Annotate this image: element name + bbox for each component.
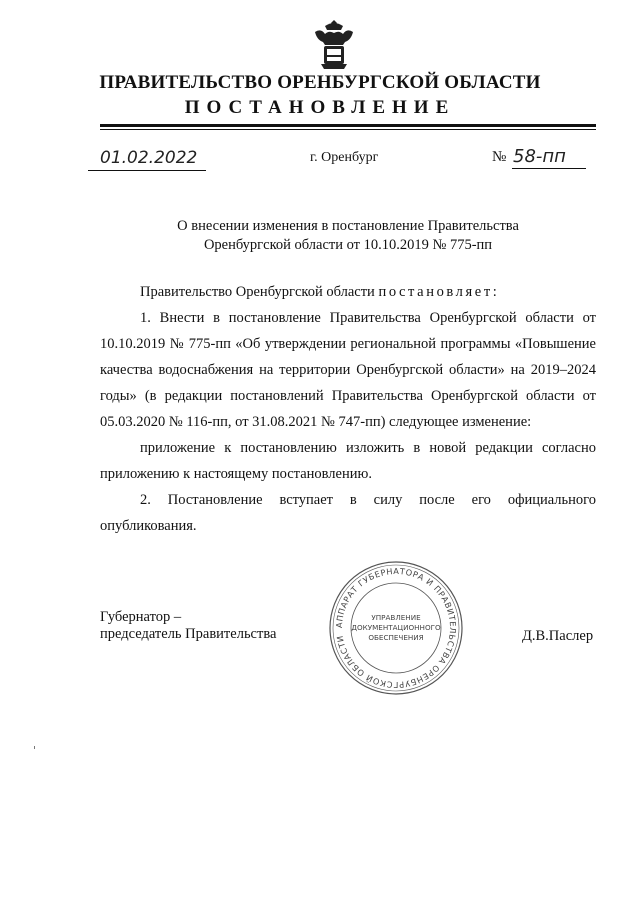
stamp-ring-text: АППАРАТ ГУБЕРНАТОРА И ПРАВИТЕЛЬСТВА ОРЕНБУРГСКОЙ ОБЛАСТИ xyxy=(333,565,459,691)
official-stamp xyxy=(326,558,466,698)
number-label: № xyxy=(492,149,507,165)
document-type: ПОСТАНОВЛЕНИЕ xyxy=(184,97,456,118)
subject-line-2: Оренбургской области от 10.10.2019 № 775-пп xyxy=(203,237,493,253)
stamp-line-2: ДОКУМЕНТАЦИОННОГО xyxy=(351,623,441,632)
preamble-verb: постановляет: xyxy=(378,284,500,300)
number-underline xyxy=(512,168,586,169)
signatory-title-line-2: председатель Правительства xyxy=(100,626,277,642)
signatory-name: Д.В.Паслер xyxy=(522,628,594,644)
subject-line-1: О внесении изменения в постановление Правительства xyxy=(177,218,519,234)
signatory-title xyxy=(100,609,276,643)
document-body xyxy=(100,279,596,539)
paragraph-2: 2. Постановление вступает в силу после его официального опубликования. xyxy=(100,492,596,534)
document-city: г. Оренбург xyxy=(310,150,379,165)
document-date: 01.02.2022 xyxy=(100,148,198,168)
stamp-line-1: УПРАВЛЕНИЕ xyxy=(371,613,421,622)
document-number: 58-пп xyxy=(513,146,566,167)
paragraph-1-continuation: приложение к постановлению изложить в новой редакции согласно приложению к настоящему постановлению. xyxy=(100,440,596,482)
signatory-title-line-1: Губернатор – xyxy=(100,609,182,625)
coat-of-arms-icon xyxy=(313,18,355,70)
date-underline xyxy=(88,170,206,171)
stamp-line-3: ОБЕСПЕЧЕНИЯ xyxy=(368,633,424,642)
header-divider xyxy=(100,124,596,127)
organization-title: ПРАВИТЕЛЬСТВО ОРЕНБУРГСКОЙ ОБЛАСТИ xyxy=(99,72,541,93)
preamble xyxy=(100,279,596,305)
preamble-start: Правительство Оренбургской области xyxy=(140,284,379,300)
document-subject xyxy=(100,217,596,255)
paragraph-1: 1. Внести в постановление Правительства Оренбургской области от 10.10.2019 № 775-пп «Об утверждении региональной программы «Повышение качества водоснабжения на территории Оренбургской области» на 2019–2024 годы» (в редакции постановлений Правительства Оренбургской области от 05.03.2020 № 116-пп, от 31.08.2021 № 747-пп) следующее изменение: xyxy=(100,310,596,430)
header-divider-thin xyxy=(100,129,596,130)
margin-mark xyxy=(34,746,35,749)
